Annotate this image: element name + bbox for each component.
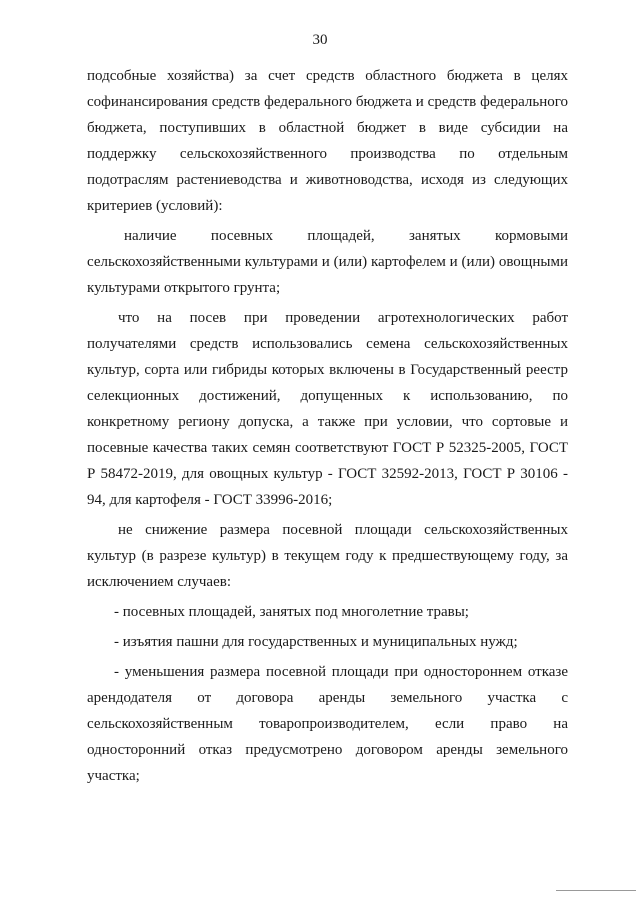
paragraph-intro: подсобные хозяйства) за счет средств областного бюджета в целях софинансирования средств федерального бюджета и средств федерального бюджета, поступивших в областной бюджет в виде субсидии на поддержку сельскохозяйственного производства по отдельным подотраслям растениеводства и животноводства, исходя из следующих критериев (условий): — [87, 68, 568, 214]
paragraph-criterion-sown-areas: наличие посевных площадей, занятых кормовыми сельскохозяйственными культурами и (или) картофелем и (или) овощными культурами открытого грунта; — [87, 228, 568, 296]
paragraph-criterion-no-reduction: не снижение размера посевной площади сельскохозяйственных культур (в разрезе культур) в текущем году к предшествующему году, за исключением случаев: — [87, 522, 568, 590]
list-item-land-withdrawal: - изъятия пашни для государственных и муниципальных нужд; — [114, 634, 518, 650]
scan-edge-line — [556, 890, 636, 891]
list-item-perennial-grasses: - посевных площадей, занятых под многолетние травы; — [114, 604, 469, 620]
page-number: 30 — [312, 32, 328, 48]
document-body — [87, 63, 568, 789]
list-item-lease-termination: - уменьшения размера посевной площади при одностороннем отказе арендодателя от договора аренды земельного участка с сельскохозяйственным товаропроизводителем, если право на односторонний отказ предусмотрено договором аренды земельного участка; — [87, 664, 568, 784]
paragraph-criterion-seeds: что на посев при проведении агротехнологических работ получателями средств использовались семена сельскохозяйственных культур, сорта или гибриды которых включены в Государственный реестр селекционных достижений, допущенных к использованию, по конкретному региону допуска, а также при условии, что сортовые и посевные качества таких семян соответствуют ГОСТ Р 52325-2005, ГОСТ Р 58472-2019, для овощных культур - ГОСТ 32592-2013, ГОСТ Р 30106 - 94, для картофеля - ГОСТ 33996-2016; — [87, 310, 568, 508]
